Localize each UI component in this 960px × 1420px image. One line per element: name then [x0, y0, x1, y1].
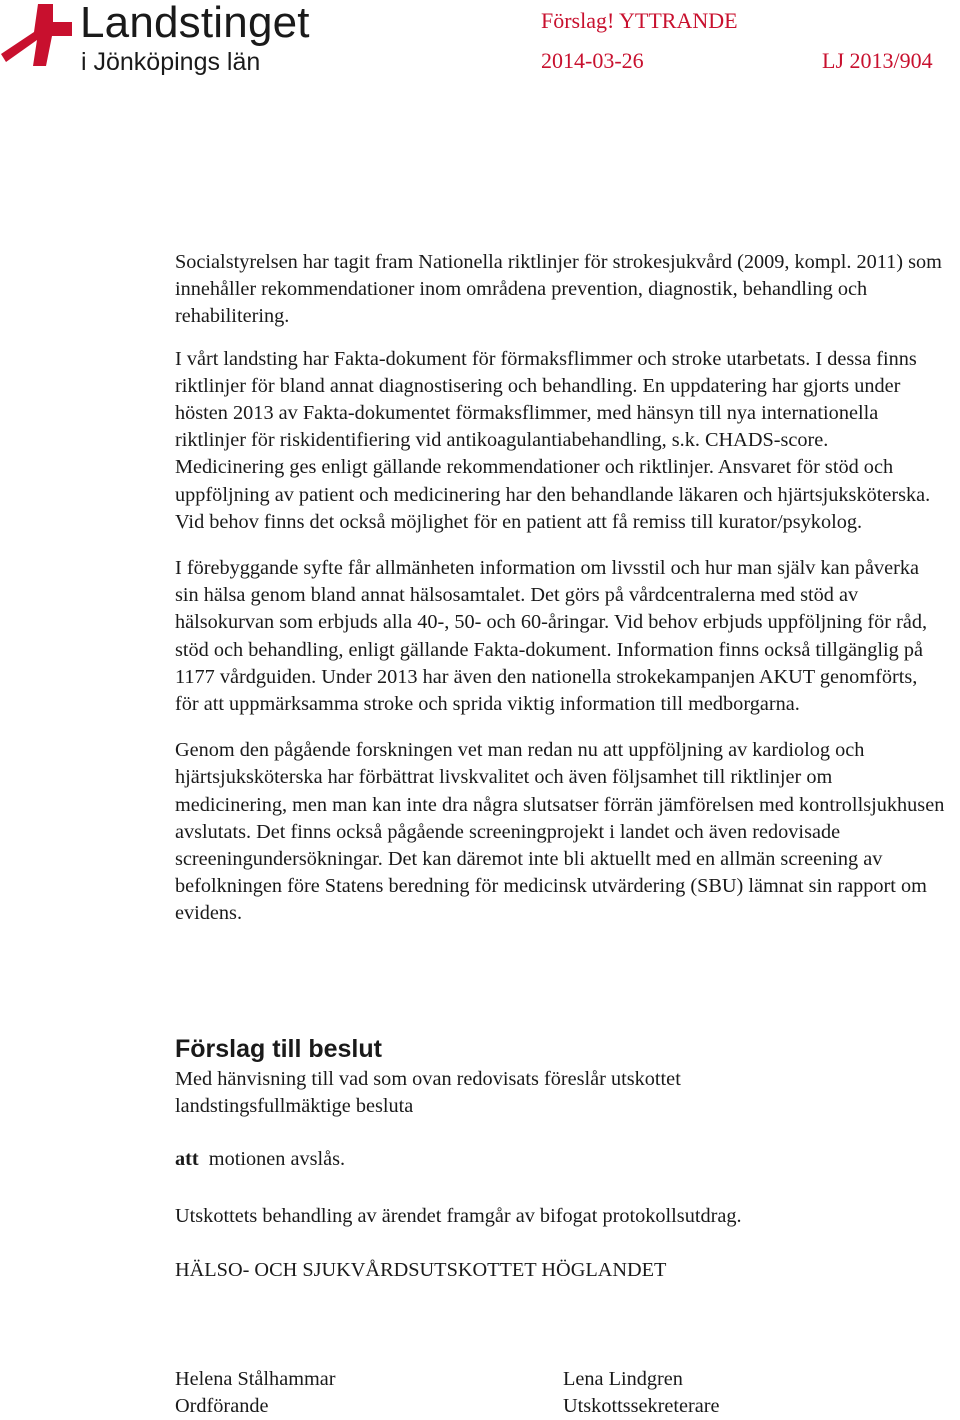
decision-line: [175, 1148, 345, 1171]
decision-text: motionen avslås.: [208, 1148, 346, 1170]
signatory-title: Utskottssekreterare: [563, 1395, 720, 1418]
signature-secretary: [563, 1366, 720, 1420]
paragraph-medicinering: Medicinering ges enligt gällande rekommendationer och riktlinjer. Ansvaret för stöd och uppföljning av patient och medicinering har den behandlande läkaren och hjärtsjuksköterska. Vid behov finns det också möjlighet för en patient att få remiss till kurator/psykolog.: [175, 456, 931, 533]
committee-name: HÄLSO- OCH SJUKVÅRDSUTSKOTTET HÖGLANDET: [175, 1259, 667, 1281]
logo-cross-icon: [0, 2, 74, 68]
protocol-note: Utskottets behandling av ärendet framgår av bifogat protokollsutdrag.: [175, 1205, 742, 1227]
signature-chair: [175, 1366, 336, 1420]
organization-logo: [0, 0, 320, 80]
att-label: att: [175, 1148, 199, 1170]
paragraph-research: Genom den pågående forskningen vet man redan nu att uppföljning av kardiolog och hjärtsjuksköterska har förbättrat livskvalitet och även följsamhet till riktlinjer om medicinering, men man kan inte dra några slutsatser förrän jämförelsen med kontrollsjukhusen avslutats. Det finns också pågående screeningprojekt i landet och även redovisade screeningundersökningar. Det kan däremot inte bli aktuellt med en allmän screening av befolkningen före Statens beredning för medicinsk utvärdering (SBU) lämnat sin rapport om evidens.: [175, 739, 945, 925]
logo-title: Landstinget: [80, 0, 310, 47]
document-body: [175, 249, 945, 928]
document-date: 2014-03-26: [541, 48, 644, 73]
section-heading: Förslag till beslut: [175, 1035, 382, 1063]
proposal-intro: Med hänvisning till vad som ovan redovisats föreslår utskottet landstingsfullmäktige besluta: [175, 1068, 681, 1118]
signatory-name: Lena Lindgren: [563, 1368, 683, 1390]
signatory-name: Helena Stålhammar: [175, 1368, 336, 1390]
paragraph-prevention: I förebyggande syfte får allmänheten information om livsstil och hur man själv kan påverka sin hälsa genom bland annat hälsosamtalet. Det görs på vårdcentralerna med stöd av hälsokurvan som erbjuds alla 40-, 50- och 60-åringar. Vid behov erbjuds uppföljning för råd, stöd och behandling, enligt gällande Fakta-dokument. Information finns också tillgänglig på 1177 vårdguiden. Under 2013 har även den nationella strokekampanjen AKUT genomförts, för att uppmärksamma stroke och sprida viktig information till medborgarna.: [175, 557, 928, 716]
logo-subtitle: i Jönköpings län: [81, 48, 261, 76]
paragraph-fakta: I vårt landsting har Fakta-dokument för förmaksflimmer och stroke utarbetats. I dessa finns riktlinjer för bland annat diagnostisering och behandling. En uppdatering har gjorts under hösten 2013 av Fakta-dokumentet förmaksflimmer, med hänsyn till nya internationella riktlinjer för riskidentifiering vid antikoagulantiabehandling, s.k. CHADS-score.: [175, 347, 917, 452]
signatory-title: Ordförande: [175, 1395, 269, 1418]
document-type: Förslag! YTTRANDE: [541, 8, 738, 33]
paragraph-intro: Socialstyrelsen har tagit fram Nationella riktlinjer för strokesjukvård (2009, kompl. 2011) som innehåller rekommendationer inom områdena prevention, diagnostik, behandling och rehabilitering.: [175, 251, 942, 328]
reference-number: LJ 2013/904: [822, 48, 933, 73]
